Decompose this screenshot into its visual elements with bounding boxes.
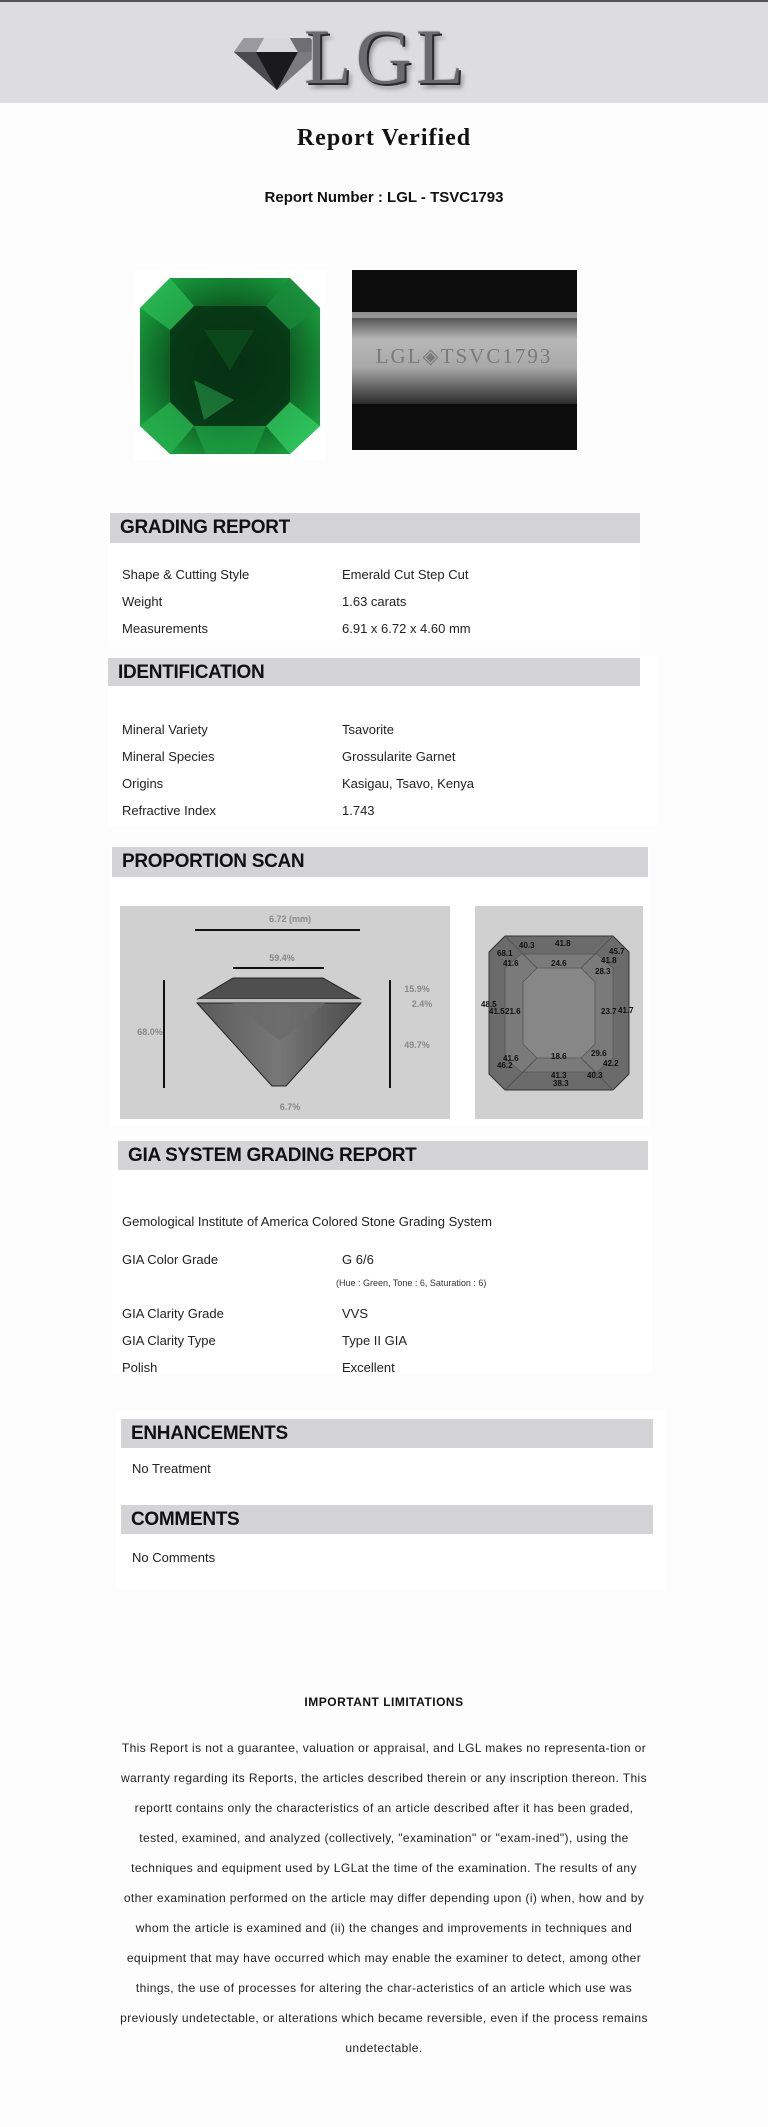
row-label: Mineral Species [122,749,215,764]
row-label: Shape & Cutting Style [122,567,250,582]
top-label: 18.6 [551,1052,567,1061]
top-label: 46.2 [497,1061,513,1070]
top-label: 40.3 [587,1071,603,1080]
inscription-photo [352,270,577,450]
top-label: 41.8 [555,939,571,948]
top-label: 42.2 [603,1059,619,1068]
top-label: 41.6 [503,959,519,968]
top-label: 38.3 [553,1079,569,1088]
row-value: 6.91 x 6.72 x 4.60 mm [342,621,471,636]
grading-heading: GRADING REPORT [110,513,640,543]
row-label: Mineral Variety [122,722,208,737]
gia-system-line: Gemological Institute of America Colored Stone Grading System [122,1214,492,1229]
row-label: Measurements [122,621,208,636]
row-value: 1.743 [342,803,375,818]
row-value: Type II GIA [342,1333,408,1348]
logo-text: LGL [304,13,468,100]
top-label: 24.6 [551,959,567,968]
gem-photo [134,270,326,460]
top-view-diagram [475,906,643,1119]
top-label: 28.3 [595,967,611,976]
enhancements-text: No Treatment [132,1461,211,1476]
row-value: G 6/6 [342,1252,374,1267]
row-value: Emerald Cut Step Cut [342,567,469,582]
row-label: Weight [122,594,163,609]
row-value: Grossularite Garnet [342,749,456,764]
depth-label: 68.0% [137,1027,163,1037]
row-label: GIA Clarity Type [122,1333,216,1348]
girdle-label: 2.4% [411,999,433,1009]
culet-label: 6.7% [279,1102,301,1112]
comments-heading: COMMENTS [121,1505,653,1534]
enhancements-heading: ENHANCEMENTS [121,1419,653,1448]
side-profile-diagram [120,906,450,1119]
lgl-logo[interactable] [232,13,492,100]
top-label: 41.3 [551,1071,567,1080]
table-label: 59.4% [269,953,295,963]
comments-text: No Comments [132,1550,216,1565]
top-label: 41.6 [503,1054,519,1063]
report-number: Report Number : LGL - TSVC1793 [264,189,504,206]
proportion-heading: PROPORTION SCAN [112,847,648,877]
limitations-body: This Report is not a guarantee, valuation or appraisal, and LGL makes no representa-tion or warranty regarding its Reports, the articles described therein or any inscription thereon. This reportt contains only the characteristics of an article described after it has been graded, tested, examined, and analyzed (collectively, "examination" or "exam-ined"), using the techniques and equipment used by LGLat the time of the examination. The results of any other examination performed on the article may differ depending upon (i) when, how and by whom the article is examined and (ii) the changes and improvements in techniques and equipment that may have occurred which may enable the examiner to detect, among other things, the use of processes for altering the char-acteristics of an article which use was previously undetectable, or alterations which became reversible, even if the process remains undetectable. [120,1741,648,2055]
top-label: 41.7 [618,1006,634,1015]
top-label: 41.8 [601,956,617,965]
row-label: Refractive Index [122,803,216,818]
crown-label: 15.9% [404,984,430,994]
row-value: 1.63 carats [342,594,407,609]
page-title: Report Verified [296,125,472,151]
row-value: Excellent [342,1360,395,1375]
top-label: 29.6 [591,1049,607,1058]
row-label: Origins [122,776,164,791]
identification-heading: IDENTIFICATION [108,658,640,686]
top-label: 23.7 [601,1007,617,1016]
row-label: GIA Color Grade [122,1252,219,1267]
width-label: 6.72 (mm) [268,914,312,924]
top-label: 40.3 [519,941,535,950]
header-band [0,0,768,103]
top-label: 41.5 [489,1007,505,1016]
limitations-title: IMPORTANT LIMITATIONS [304,1695,464,1709]
top-label: 68.1 [497,949,513,958]
top-label: 45.7 [609,947,625,956]
row-label: GIA Clarity Grade [122,1306,224,1321]
color-grade-note: (Hue : Green, Tone : 6, Saturation : 6) [336,1278,487,1288]
row-value: Kasigau, Tsavo, Kenya [342,776,475,791]
row-label: Polish [122,1360,158,1375]
row-value: Tsavorite [342,722,395,737]
inscription-text: LGL◈TSVC1793 [375,344,553,368]
row-value: VVS [342,1306,369,1321]
pavilion-label: 49.7% [404,1040,430,1050]
gia-heading: GIA SYSTEM GRADING REPORT [118,1141,648,1170]
top-label: 48.5 [481,1000,497,1009]
top-label: 21.6 [505,1007,521,1016]
